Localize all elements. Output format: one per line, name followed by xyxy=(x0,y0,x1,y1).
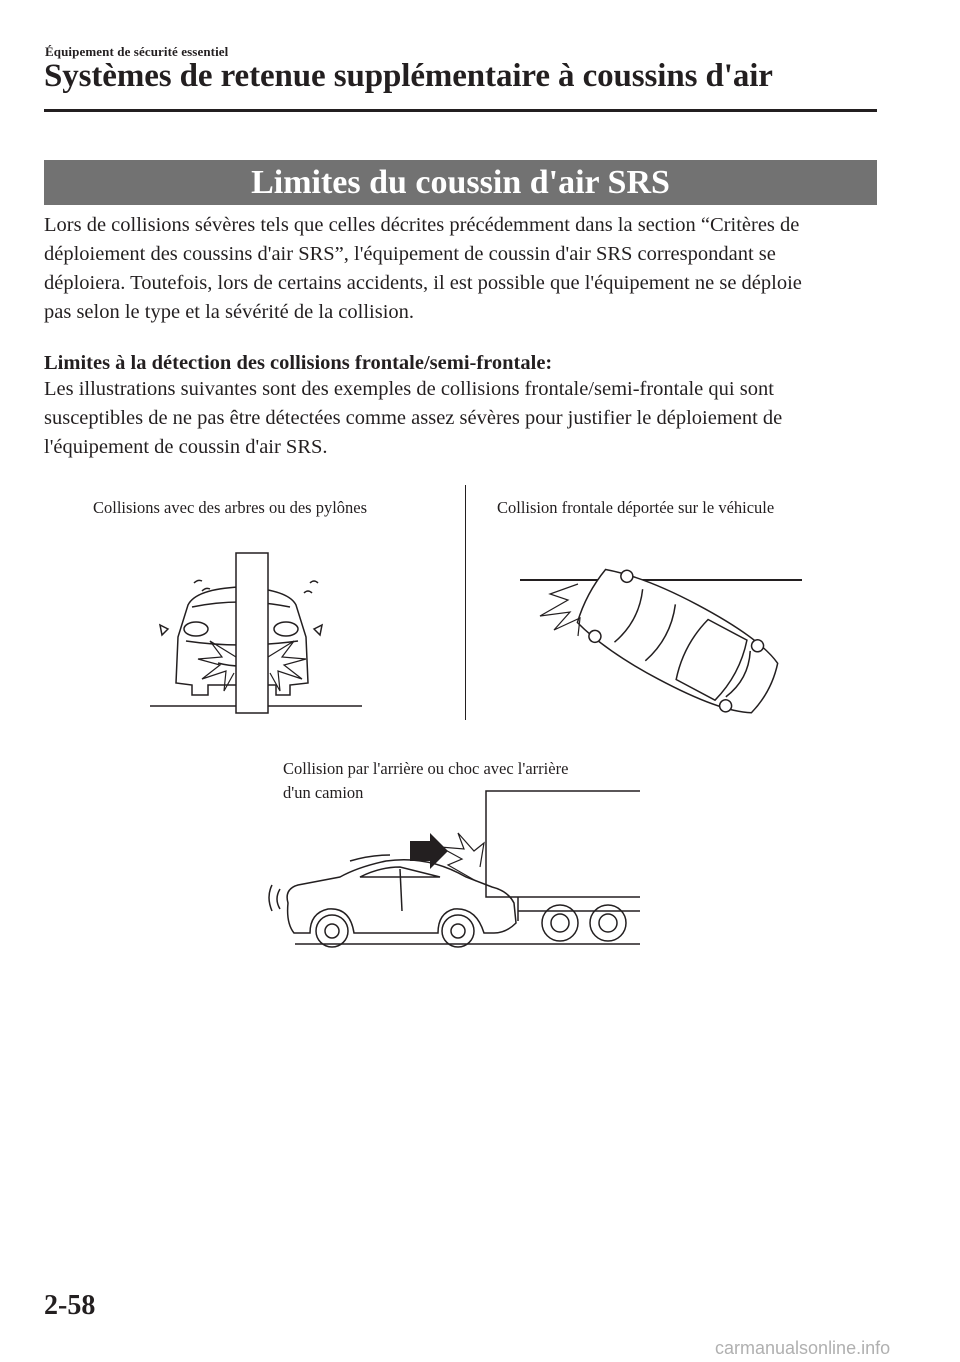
illustration-truck-rear-collision xyxy=(270,785,650,950)
watermark: carmanualsonline.info xyxy=(715,1338,891,1358)
detection-line: Les illustrations suivantes sont des exemples de collisions frontale/semi-frontale qui sont xyxy=(44,378,774,400)
caption-offset: Collision frontale déportée sur le véhicule xyxy=(497,498,775,517)
page-heading: Systèmes de retenue supplémentaire à coussins d'air xyxy=(44,58,773,94)
caption-trees: Collisions avec des arbres ou des pylônes xyxy=(93,498,368,517)
caption-rear-line: Collision par l'arrière ou choc avec l'arrière xyxy=(283,759,569,778)
intro-line: déploiement des coussins d'air SRS”, l'équipement de coussin d'air SRS correspondant se xyxy=(44,243,776,265)
intro-line: pas selon le type et la sévérité de la collision. xyxy=(44,301,415,323)
section-banner: Limites du coussin d'air SRS xyxy=(44,160,877,205)
page-number: 2-58 xyxy=(44,1290,96,1321)
heading-rule xyxy=(44,109,877,112)
intro-line: déploiera. Toutefois, lors de certains accidents, il est possible que l'équipement ne se déploie xyxy=(44,272,802,294)
intro-line: Lors de collisions sévères tels que celles décrites précédemment dans la section “Critères de xyxy=(44,214,800,236)
detection-subheading: Limites à la détection des collisions frontale/semi-frontale: xyxy=(44,352,553,374)
illustration-pole-collision xyxy=(140,545,370,715)
detection-line: susceptibles de ne pas être détectées comme assez sévères pour justifier le déploiement de xyxy=(44,407,783,429)
illustration-offset-collision xyxy=(520,570,810,710)
intro-paragraph xyxy=(44,211,884,327)
caption-rear-line: d'un camion xyxy=(283,783,364,802)
detection-paragraph xyxy=(44,375,884,462)
chapter-label: Équipement de sécurité essentiel xyxy=(45,44,229,59)
detection-line: l'équipement de coussin d'air SRS. xyxy=(44,436,328,458)
illustration-divider xyxy=(465,485,466,720)
